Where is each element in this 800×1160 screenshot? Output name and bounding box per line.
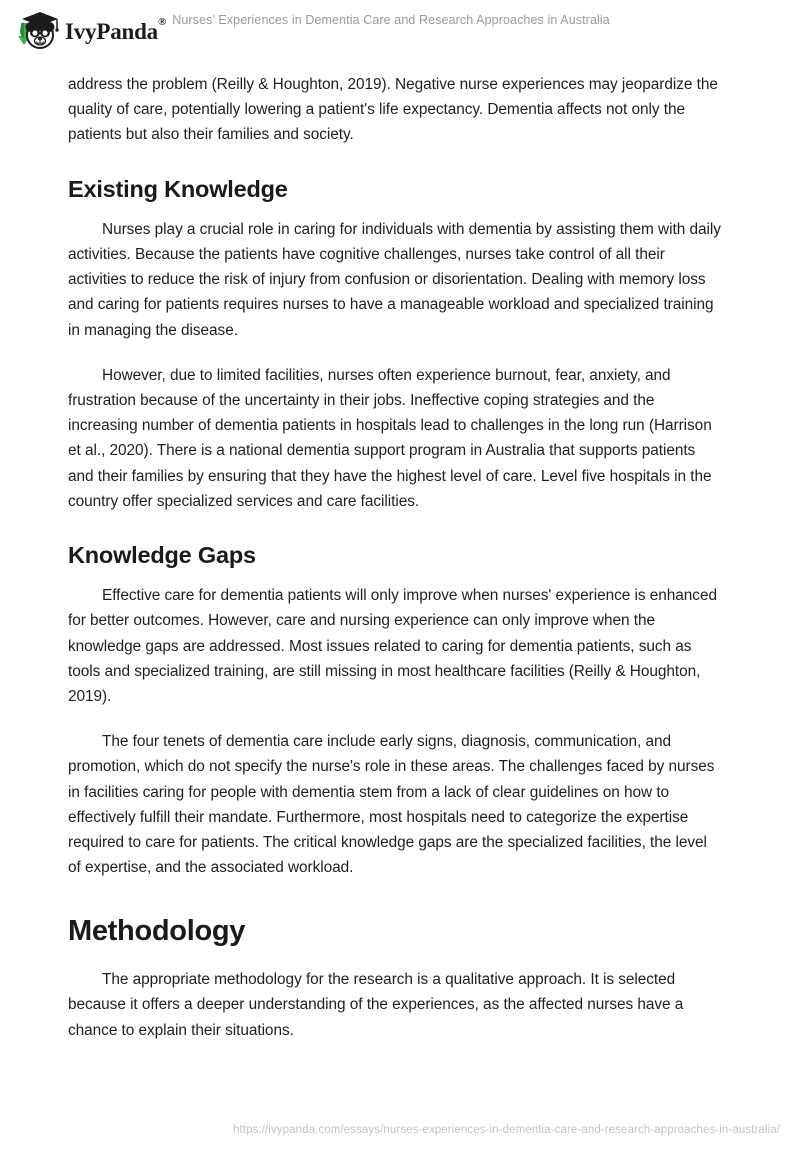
brand-name-text: IvyPanda — [65, 18, 158, 44]
paragraph: Nurses play a crucial role in caring for individuals with dementia by assisting them with daily activities. Because the patients have cognitive challenges, nurses take control of all their activities to reduce the risk of injury from confusion or disorientation. Dealing with memory loss and caring for patients requires nurses to have a manageable workload and specialized training in managing the disease. — [68, 220, 721, 339]
paragraph: However, due to limited facilities, nurses often experience burnout, fear, anxiety, and frustration because of the uncertainty in their jobs. Ineffective coping strategies and the increasing number of dementia patients in hospitals lead to challenges in the long run (Harrison et al., 2020). There is a national dementia support program in Australia that supports patients and their families by ensuring that they have the highest level of care. Level five hospitals in the country offer specialized services and care facilities. — [68, 366, 712, 510]
article-content — [68, 58, 722, 1063]
footer-source-url[interactable]: https://ivypanda.com/essays/nurses-experiences-in-dementia-care-and-research-approaches-in-australia/ — [232, 1124, 780, 1136]
paragraph: The appropriate methodology for the research is a qualitative approach. It is selected because it offers a deeper understanding of the experiences, as the affected nurses have a chance to explain their situations. — [68, 971, 684, 1039]
paragraph-continued: address the problem (Reilly & Houghton, 2019). Negative nurse experiences may jeopardize the quality of care, potentially lowering a patient's life expectancy. Dementia affects not only the patients but also their families and society. — [68, 76, 718, 144]
registered-mark-icon: ® — [157, 15, 167, 28]
paragraph: The four tenets of dementia care include early signs, diagnosis, communication, and promotion, which do not specify the nurse's role in these areas. The challenges faced by nurses in facilities caring for people with dementia stem from a lack of clear guidelines on how to effectively fulfill their mandate. Furthermore, most hospitals need to categorize the expertise required to care for patients. The critical knowledge gaps are the specialized facilities, the level of expertise, and the associated workload. — [68, 733, 715, 877]
paragraph: Effective care for dementia patients will only improve when nurses' experience is enhanced for better outcomes. However, care and nursing experience can only improve when the knowledge gaps are addressed. Most issues related to caring for dementia patients, such as tools and specialized training, are still missing in most healthcare facilities (Reilly & Houghton, 2019). — [68, 587, 717, 706]
section-heading-knowledge-gaps: Knowledge Gaps — [68, 542, 256, 569]
section-heading-methodology: Methodology — [68, 915, 246, 948]
section-heading-existing-knowledge: Existing Knowledge — [68, 175, 288, 202]
document-header-title: Nurses’ Experiences in Dementia Care and Research Approaches in Australia — [172, 13, 610, 27]
page-footer — [0, 1120, 780, 1138]
page-header — [0, 0, 800, 58]
